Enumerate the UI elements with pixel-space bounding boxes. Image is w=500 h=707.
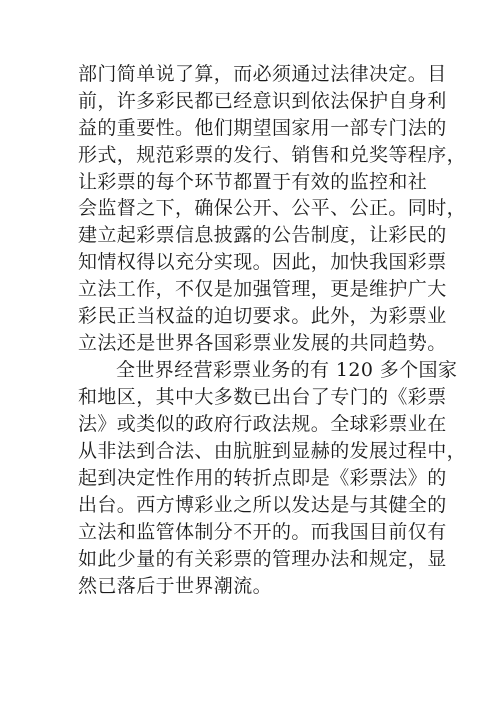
text-line: 彩民正当权益的迫切要求。此外，为彩票业 [78, 305, 447, 327]
text-line: 让彩票的每个环节都置于有效的监控和社 [78, 171, 428, 193]
text-line: 然已落后于世界潮流。 [78, 575, 273, 597]
text-line: 从非法到合法、由肮脏到显赫的发展过程中， [78, 440, 467, 462]
text-line: 形式，规范彩票的发行、销售和兑奖等程序， [78, 144, 467, 166]
text-line: 会监督之下，确保公开、公平、公正。同时， [78, 197, 467, 219]
text-line: 全世界经营彩票业务的有 120 多个国家 [116, 359, 458, 381]
text-line: 建立起彩票信息披露的公告制度，让彩民的 [78, 224, 447, 246]
text-line: 立法和监管体制分不开的。而我国目前仅有 [78, 521, 447, 543]
text-line: 出台。西方博彩业之所以发达是与其健全的 [78, 494, 447, 516]
text-line: 部门简单说了算，而必须通过法律决定。目 [78, 63, 447, 85]
text-line: 益的重要性。他们期望国家用一部专门法的 [78, 117, 447, 139]
text-line: 立法还是世界各国彩票业发展的共同趋势。 [78, 332, 447, 354]
text-line: 法》或类似的政府行政法规。全球彩票业在 [78, 413, 447, 435]
text-line: 起到决定性作用的转折点即是《彩票法》的 [78, 467, 447, 489]
text-line: 如此少量的有关彩票的管理办法和规定，显 [78, 548, 447, 570]
text-line: 知情权得以充分实现。因此，加快我国彩票 [78, 251, 447, 273]
text-line: 前，许多彩民都已经意识到依法保护自身利 [78, 90, 447, 112]
text-line: 和地区，其中大多数已出台了专门的《彩票 [78, 386, 447, 408]
text-line: 立法工作，不仅是加强管理，更是维护广大 [78, 278, 447, 300]
